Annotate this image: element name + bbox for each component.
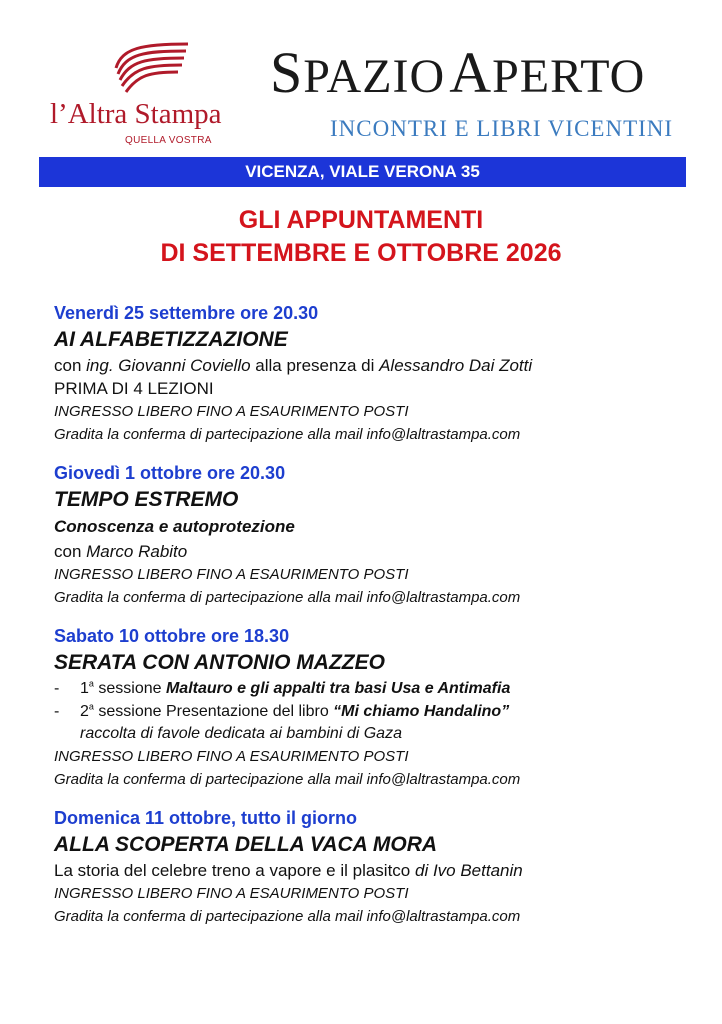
event-date: Venerdì 25 settembre ore 20.30 <box>54 303 319 323</box>
brand-title-rest-2: PERTO <box>492 50 646 103</box>
brand-header <box>270 40 674 142</box>
event-list <box>54 300 694 942</box>
event-item <box>54 805 694 928</box>
event-date: Sabato 10 ottobre ore 18.30 <box>54 626 290 646</box>
logo-tagline: QUELLA VOSTRA <box>125 135 212 146</box>
event-date: Giovedì 1 ottobre ore 20.30 <box>54 463 286 483</box>
session-topic: Maltauro e gli appalti tra basi Usa e Antimafia <box>165 680 511 697</box>
event-speakers <box>54 354 694 377</box>
headline-line-2: DI SETTEMBRE E OTTOBRE 2026 <box>160 239 562 267</box>
event-item <box>54 300 694 446</box>
logo <box>50 40 260 150</box>
session-number: 1 <box>80 680 89 697</box>
event-item <box>54 460 694 609</box>
logo-name: l’Altra Stampa <box>50 98 222 130</box>
event-rsvp: Gradita la conferma di partecipazione alla mail info@laltrastampa.com <box>54 908 521 925</box>
event-rsvp: Gradita la conferma di partecipazione alla mail info@laltrastampa.com <box>54 426 521 443</box>
event-item <box>54 623 694 791</box>
brand-title-rest-1: PAZIO <box>303 50 446 103</box>
event-speakers <box>54 540 694 563</box>
event-with-mid: alla presenza di <box>250 356 380 375</box>
session-number: 2 <box>80 703 89 720</box>
event-speaker: Marco Rabito <box>86 542 188 561</box>
event-subtitle: Conoscenza e autoprotezione <box>54 517 295 536</box>
session-label: sessione Presentazione del libro <box>93 703 334 720</box>
event-with-prefix: con <box>54 542 87 561</box>
event-title: AI ALFABETIZZAZIONE <box>54 328 288 351</box>
event-guest: Alessandro Dai Zotti <box>379 356 533 375</box>
event-entry: INGRESSO LIBERO FINO A ESAURIMENTO POSTI <box>54 403 409 420</box>
event-entry: INGRESSO LIBERO FINO A ESAURIMENTO POSTI <box>54 748 409 765</box>
session-ordinal: a <box>88 701 94 712</box>
session-ordinal: a <box>88 678 94 689</box>
event-speaker: ing. Giovanni Coviello <box>86 356 251 375</box>
brand-title-initial-1: S <box>270 40 304 105</box>
winged-logo-icon <box>112 40 192 95</box>
page-headline <box>0 204 722 270</box>
event-with-prefix: con <box>54 356 87 375</box>
brand-title <box>270 40 670 105</box>
event-rsvp: Gradita la conferma di partecipazione alla mail info@laltrastampa.com <box>54 589 521 606</box>
session-item: - 1$^a$ sessione Maltauro e gli appalti tra basi Usa e Antimafia <box>54 678 511 697</box>
event-title: ALLA SCOPERTA DELLA VACA MORA <box>54 833 438 856</box>
event-note: PRIMA DI 4 LEZIONI <box>54 379 214 398</box>
event-rsvp: Gradita la conferma di partecipazione alla mail info@laltrastampa.com <box>54 771 521 788</box>
event-date: Domenica 11 ottobre, tutto il giorno <box>54 808 358 828</box>
headline-line-1: GLI APPUNTAMENTI <box>238 206 484 234</box>
brand-subtitle: INCONTRI E LIBRI VICENTINI <box>330 116 674 141</box>
event-entry: INGRESSO LIBERO FINO A ESAURIMENTO POSTI <box>54 885 409 902</box>
brand-title-initial-2: A <box>449 40 493 105</box>
location-banner: VICENZA, VIALE VERONA 35 <box>39 157 686 187</box>
session-item: - 2$^a$ sessione Presentazione del libro “Mi chiamo Handalino” <box>54 701 510 720</box>
event-desc-text: La storia del celebre treno a vapore e il plasitco <box>54 861 415 880</box>
event-desc-author: di Ivo Bettanin <box>414 861 523 880</box>
event-entry: INGRESSO LIBERO FINO A ESAURIMENTO POSTI <box>54 566 409 583</box>
session-label: sessione <box>93 680 166 697</box>
event-description <box>54 859 694 882</box>
event-title: TEMPO ESTREMO <box>54 488 239 511</box>
session-topic: “Mi chiamo Handalino” <box>333 703 510 720</box>
session-continuation: raccolta di favole dedicata ai bambini di Gaza <box>80 725 402 742</box>
event-title: SERATA CON ANTONIO MAZZEO <box>54 651 385 674</box>
